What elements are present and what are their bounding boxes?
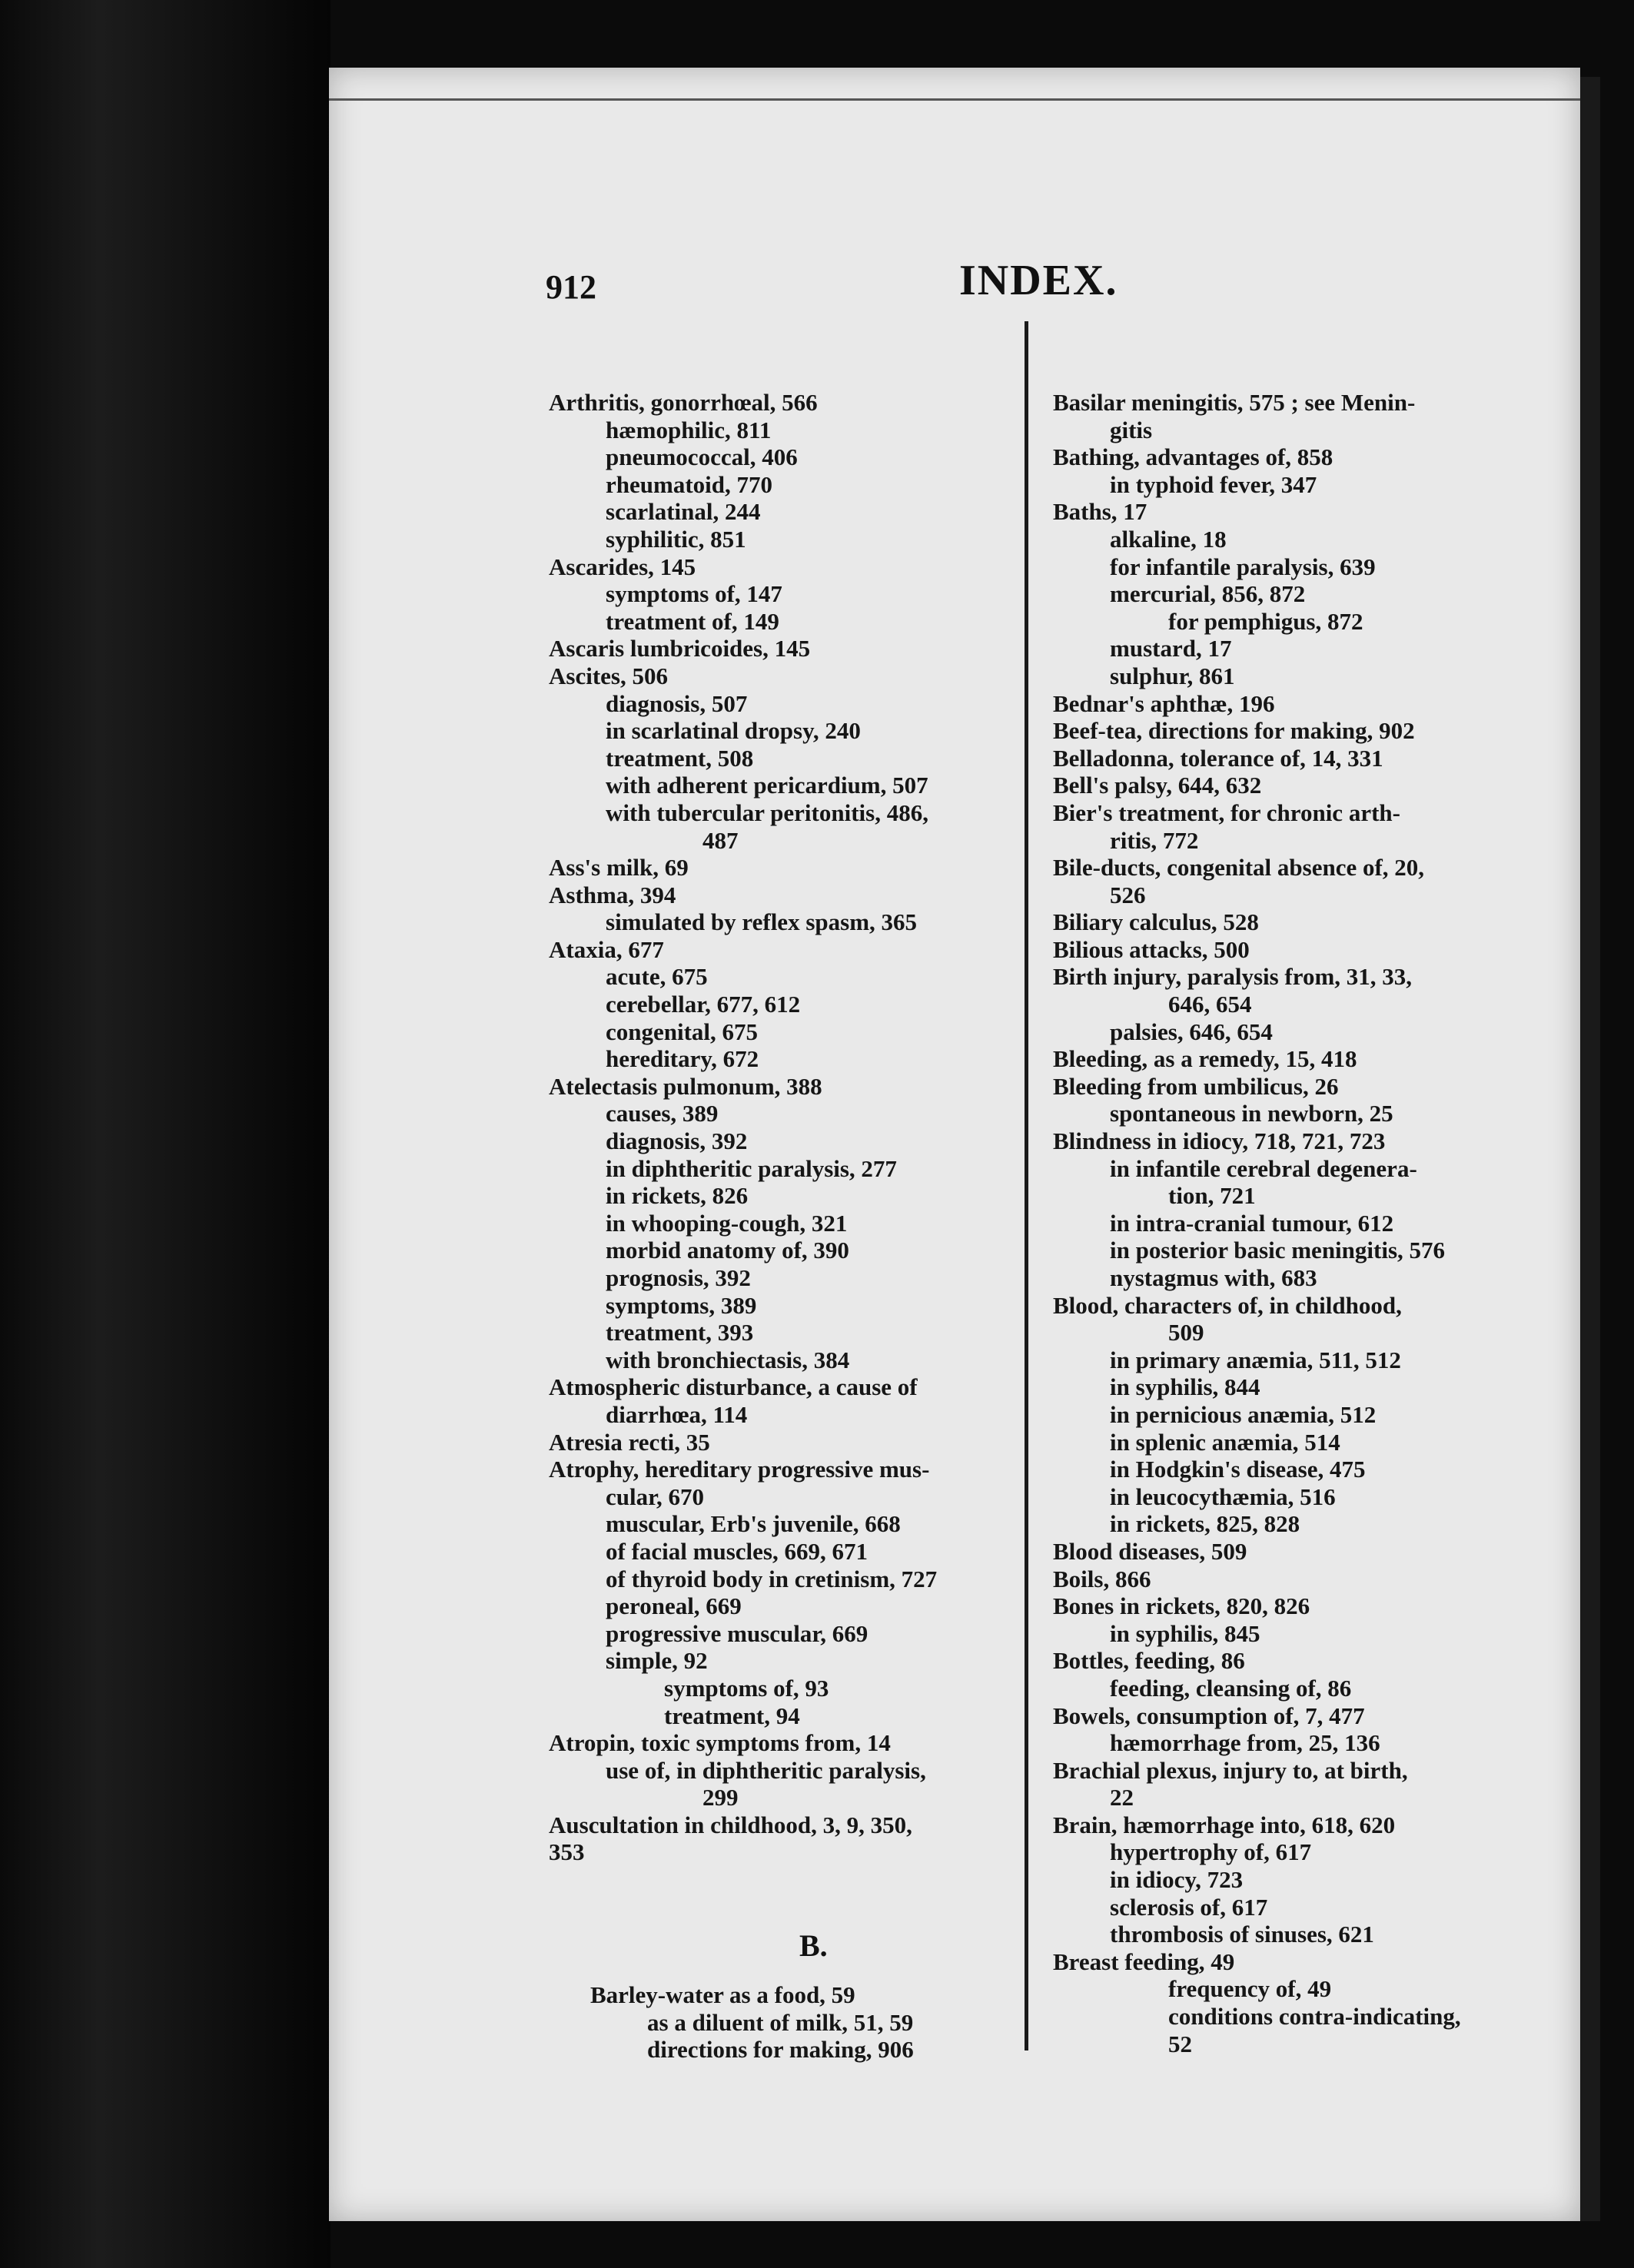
index-entry: frequency of, 49: [1168, 1975, 1332, 2003]
index-entry: 299: [702, 1784, 739, 1811]
index-entry: hæmophilic, 811: [606, 416, 772, 443]
index-entry: Bones in rickets, 820, 826: [1053, 1592, 1310, 1620]
index-entry: Breast feeding, 49: [1053, 1948, 1235, 1975]
index-entry: nystagmus with, 683: [1110, 1264, 1317, 1291]
index-entry: palsies, 646, 654: [1110, 1018, 1273, 1045]
index-entry: in pernicious anæmia, 512: [1110, 1400, 1377, 1428]
index-entry: for infantile paralysis, 639: [1110, 553, 1376, 580]
index-entry: sulphur, 861: [1110, 662, 1235, 689]
index-entry: alkaline, 18: [1110, 525, 1227, 553]
index-entry: simulated by reflex spasm, 365: [606, 908, 918, 936]
index-entry: treatment, 508: [606, 744, 754, 772]
index-entry: Atropin, toxic symptoms from, 14: [549, 1729, 891, 1757]
index-entry: hæmorrhage from, 25, 136: [1110, 1729, 1380, 1757]
index-entry: Blindness in idiocy, 718, 721, 723: [1053, 1127, 1386, 1155]
index-entry: in infantile cerebral degenera-: [1110, 1154, 1417, 1182]
index-entry: pneumococcal, 406: [606, 443, 798, 471]
index-entry: simple, 92: [606, 1647, 708, 1675]
index-entry: in leucocythæmia, 516: [1110, 1483, 1336, 1510]
index-entry: 509: [1168, 1319, 1204, 1347]
index-entry: syphilitic, 851: [606, 525, 746, 553]
index-column-right: [1053, 389, 1634, 2057]
running-head: INDEX.: [959, 257, 1118, 304]
index-entry: mustard, 17: [1110, 635, 1232, 662]
index-entry: in rickets, 826: [606, 1182, 749, 1210]
index-entry: diarrhœa, 114: [606, 1400, 748, 1428]
index-entry: in posterior basic meningitis, 576: [1110, 1237, 1446, 1264]
index-entry: acute, 675: [606, 963, 708, 991]
index-entry: Ass's milk, 69: [549, 854, 689, 882]
index-entry: Atresia recti, 35: [549, 1428, 710, 1456]
index-entry: Biliary calculus, 528: [1053, 908, 1259, 936]
index-entry: in syphilis, 844: [1110, 1373, 1260, 1401]
index-entry: with tubercular peritonitis, 486,: [606, 799, 928, 826]
book-page: [329, 68, 1580, 2221]
index-entry: Brachial plexus, injury to, at birth,: [1053, 1756, 1408, 1784]
index-entry: ritis, 772: [1110, 826, 1199, 854]
index-entry: Bell's palsy, 644, 632: [1053, 772, 1262, 799]
index-entry: Ascaris lumbricoides, 145: [549, 635, 811, 662]
index-entry: Blood, characters of, in childhood,: [1053, 1291, 1402, 1319]
index-entry: Auscultation in childhood, 3, 9, 350,: [549, 1811, 912, 1838]
index-entry: Bathing, advantages of, 858: [1053, 443, 1333, 471]
index-entry: conditions contra-indicating,: [1168, 2003, 1461, 2031]
index-entry: 487: [702, 826, 739, 854]
index-entry: Ascarides, 145: [549, 553, 696, 580]
index-entry: with bronchiectasis, 384: [606, 1346, 850, 1373]
index-entry: in intra-cranial tumour, 612: [1110, 1209, 1394, 1237]
index-entry: morbid anatomy of, 390: [606, 1237, 849, 1264]
index-entry: 353: [549, 1838, 585, 1866]
index-entry: congenital, 675: [606, 1018, 759, 1045]
index-entry: Belladonna, tolerance of, 14, 331: [1053, 744, 1383, 772]
index-entry: Bleeding, as a remedy, 15, 418: [1053, 1045, 1357, 1073]
index-entry: Asthma, 394: [549, 881, 676, 908]
index-entry: treatment, 393: [606, 1319, 754, 1347]
page-number: 912: [546, 268, 596, 306]
index-entry: Ascites, 506: [549, 662, 668, 689]
index-entry: Basilar meningitis, 575 ; see Menin-: [1053, 389, 1416, 416]
index-entry: for pemphigus, 872: [1168, 607, 1363, 635]
index-entry: with adherent pericardium, 507: [606, 772, 928, 799]
index-entry: Bleeding from umbilicus, 26: [1053, 1072, 1339, 1100]
section-letter-b: B.: [799, 1928, 828, 1963]
index-entry: peroneal, 669: [606, 1592, 742, 1620]
index-entry: 22: [1110, 1784, 1134, 1811]
index-entry: Boils, 866: [1053, 1565, 1151, 1592]
index-entry: causes, 389: [606, 1100, 719, 1127]
index-entry: muscular, Erb's juvenile, 668: [606, 1510, 901, 1538]
index-entry: thrombosis of sinuses, 621: [1110, 1921, 1374, 1948]
scan-background-left: [0, 0, 330, 2268]
index-entry: Bottles, feeding, 86: [1053, 1647, 1245, 1675]
index-entry: in rickets, 825, 828: [1110, 1510, 1300, 1538]
index-entry: Atelectasis pulmonum, 388: [549, 1072, 822, 1100]
index-entry: Bile-ducts, congenital absence of, 20,: [1053, 854, 1425, 882]
index-entry: 526: [1110, 881, 1146, 908]
index-entry: of facial muscles, 669, 671: [606, 1537, 868, 1565]
index-entry: prognosis, 392: [606, 1264, 751, 1291]
index-entry: Bednar's aphthæ, 196: [1053, 689, 1275, 717]
index-entry: symptoms, 389: [606, 1291, 757, 1319]
index-entry: mercurial, 856, 872: [1110, 580, 1306, 608]
index-entry: Brain, hæmorrhage into, 618, 620: [1053, 1811, 1396, 1838]
index-entry: in whooping-cough, 321: [606, 1209, 848, 1237]
column-divider: [1025, 321, 1028, 2050]
index-entry: 646, 654: [1168, 991, 1252, 1018]
index-section-b: [590, 1981, 914, 2064]
index-entry: Atrophy, hereditary progressive mus-: [549, 1456, 930, 1483]
index-entry: Bier's treatment, for chronic arth-: [1053, 799, 1400, 826]
index-entry: Barley-water as a food, 59: [590, 1981, 855, 2008]
index-entry: Birth injury, paralysis from, 31, 33,: [1053, 963, 1413, 991]
index-entry: Baths, 17: [1053, 498, 1147, 526]
index-entry: in syphilis, 845: [1110, 1619, 1260, 1647]
index-entry: Atmospheric disturbance, a cause of: [549, 1373, 918, 1401]
index-entry: symptoms of, 147: [606, 580, 782, 608]
index-entry: sclerosis of, 617: [1110, 1893, 1268, 1921]
index-entry: tion, 721: [1168, 1182, 1256, 1210]
index-entry: in primary anæmia, 511, 512: [1110, 1346, 1401, 1373]
index-entry: in Hodgkin's disease, 475: [1110, 1456, 1366, 1483]
index-entry: rheumatoid, 770: [606, 470, 772, 498]
index-entry: use of, in diphtheritic paralysis,: [606, 1756, 926, 1784]
index-entry: hereditary, 672: [606, 1045, 759, 1073]
index-entry: gitis: [1110, 416, 1153, 443]
index-entry: treatment, 94: [664, 1702, 800, 1729]
index-entry: as a diluent of milk, 51, 59: [647, 2008, 914, 2036]
index-entry: spontaneous in newborn, 25: [1110, 1100, 1393, 1127]
index-entry: Arthritis, gonorrhœal, 566: [549, 389, 818, 416]
top-rule: [329, 98, 1580, 101]
index-entry: in typhoid fever, 347: [1110, 470, 1317, 498]
index-entry: scarlatinal, 244: [606, 498, 761, 526]
index-entry: progressive muscular, 669: [606, 1619, 868, 1647]
index-entry: Blood diseases, 509: [1053, 1537, 1247, 1565]
index-entry: symptoms of, 93: [664, 1674, 829, 1702]
index-entry: 52: [1168, 2030, 1192, 2057]
index-entry: in splenic anæmia, 514: [1110, 1428, 1340, 1456]
index-entry: Beef-tea, directions for making, 902: [1053, 717, 1415, 745]
index-entry: in scarlatinal dropsy, 240: [606, 717, 861, 745]
index-entry: Ataxia, 677: [549, 935, 664, 963]
index-entry: in idiocy, 723: [1110, 1866, 1244, 1894]
index-entry: diagnosis, 507: [606, 689, 748, 717]
index-entry: hypertrophy of, 617: [1110, 1838, 1312, 1866]
index-entry: cerebellar, 677, 612: [606, 991, 801, 1018]
index-entry: in diphtheritic paralysis, 277: [606, 1154, 897, 1182]
index-entry: diagnosis, 392: [606, 1127, 748, 1155]
index-entry: Bilious attacks, 500: [1053, 935, 1250, 963]
index-entry: directions for making, 906: [647, 2036, 914, 2064]
index-entry: treatment of, 149: [606, 607, 779, 635]
index-entry: Bowels, consumption of, 7, 477: [1053, 1702, 1365, 1729]
index-entry: cular, 670: [606, 1483, 705, 1510]
index-entry: feeding, cleansing of, 86: [1110, 1674, 1352, 1702]
index-entry: of thyroid body in cretinism, 727: [606, 1565, 938, 1592]
